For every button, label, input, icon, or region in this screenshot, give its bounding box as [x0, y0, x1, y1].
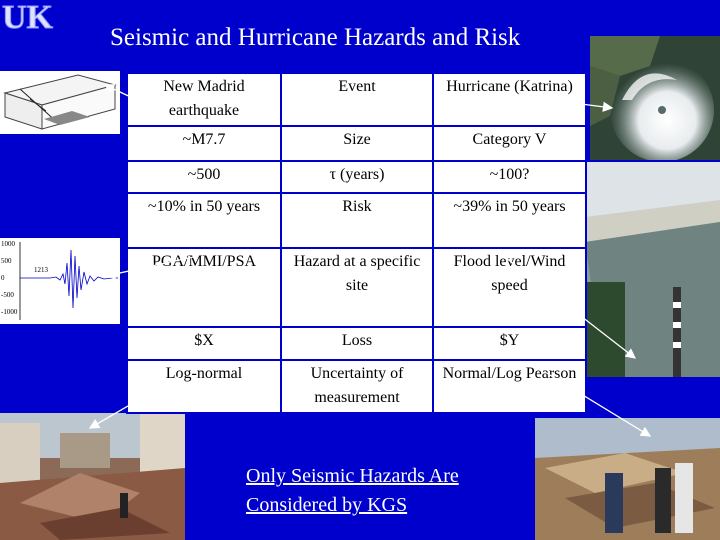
seismogram-tick: 0	[1, 274, 5, 282]
seismogram-tick: -500	[1, 291, 14, 299]
table-cell: Hazard at a specific site	[282, 249, 432, 326]
table-row	[128, 249, 585, 326]
fault-block-diagram	[0, 71, 120, 134]
seismogram-plot	[0, 238, 120, 324]
table-cell: Size	[282, 127, 432, 160]
table-cell: $Y	[434, 328, 585, 359]
table-row	[128, 127, 585, 160]
table-row	[128, 194, 585, 247]
table-cell: Hurricane (Katrina)	[434, 74, 585, 125]
seismogram-tick: 500	[1, 257, 12, 265]
note-line: Considered by KGS	[246, 494, 408, 516]
table-cell: $X	[128, 328, 280, 359]
hurricane-icon	[590, 36, 720, 160]
uk-logo-mark	[2, 0, 62, 34]
quake-damage-icon	[0, 413, 185, 540]
hazard-comparison-table	[126, 72, 587, 414]
hurricane-satellite-image	[590, 36, 720, 160]
seismogram-icon	[0, 238, 120, 324]
table-cell: Log-normal	[128, 361, 280, 412]
table-cell: ~39% in 50 years	[434, 194, 585, 247]
storm-damage-icon	[535, 418, 720, 540]
seismogram-tick: 1000	[1, 240, 15, 248]
table-cell: PGA/MMI/PSA	[128, 249, 280, 326]
table-row	[128, 361, 585, 412]
levee-icon	[585, 162, 720, 377]
hurricane-damage-photo	[535, 418, 720, 540]
table-cell: ~100?	[434, 162, 585, 193]
uk-logo	[2, 0, 62, 34]
table-cell: τ (years)	[282, 162, 432, 193]
table-cell: Risk	[282, 194, 432, 247]
table-row	[128, 328, 585, 359]
fault-block-icon	[0, 71, 120, 134]
table-row	[128, 162, 585, 193]
kgs-note	[246, 462, 459, 520]
note-line: Only Seismic Hazards Are	[246, 465, 459, 487]
flood-levee-photo	[585, 162, 720, 377]
slide-title: Seismic and Hurricane Hazards and Risk	[110, 24, 521, 51]
table-cell: Event	[282, 74, 432, 125]
table-cell: Uncertainty of measurement	[282, 361, 432, 412]
uk-logo-text: UK	[2, 0, 53, 34]
table-cell: ~M7.7	[128, 127, 280, 160]
table-cell: Normal/Log Pearson	[434, 361, 585, 412]
seismogram-tick: -1000	[1, 308, 18, 316]
table-cell: Loss	[282, 328, 432, 359]
table-cell: Flood level/Wind speed	[434, 249, 585, 326]
earthquake-damage-photo	[0, 413, 185, 540]
table-cell: ~10% in 50 years	[128, 194, 280, 247]
table-cell: New Madrid earthquake	[128, 74, 280, 125]
table-row	[128, 74, 585, 125]
seismogram-station: 1213	[34, 266, 48, 274]
table-cell: Category V	[434, 127, 585, 160]
table-cell: ~500	[128, 162, 280, 193]
